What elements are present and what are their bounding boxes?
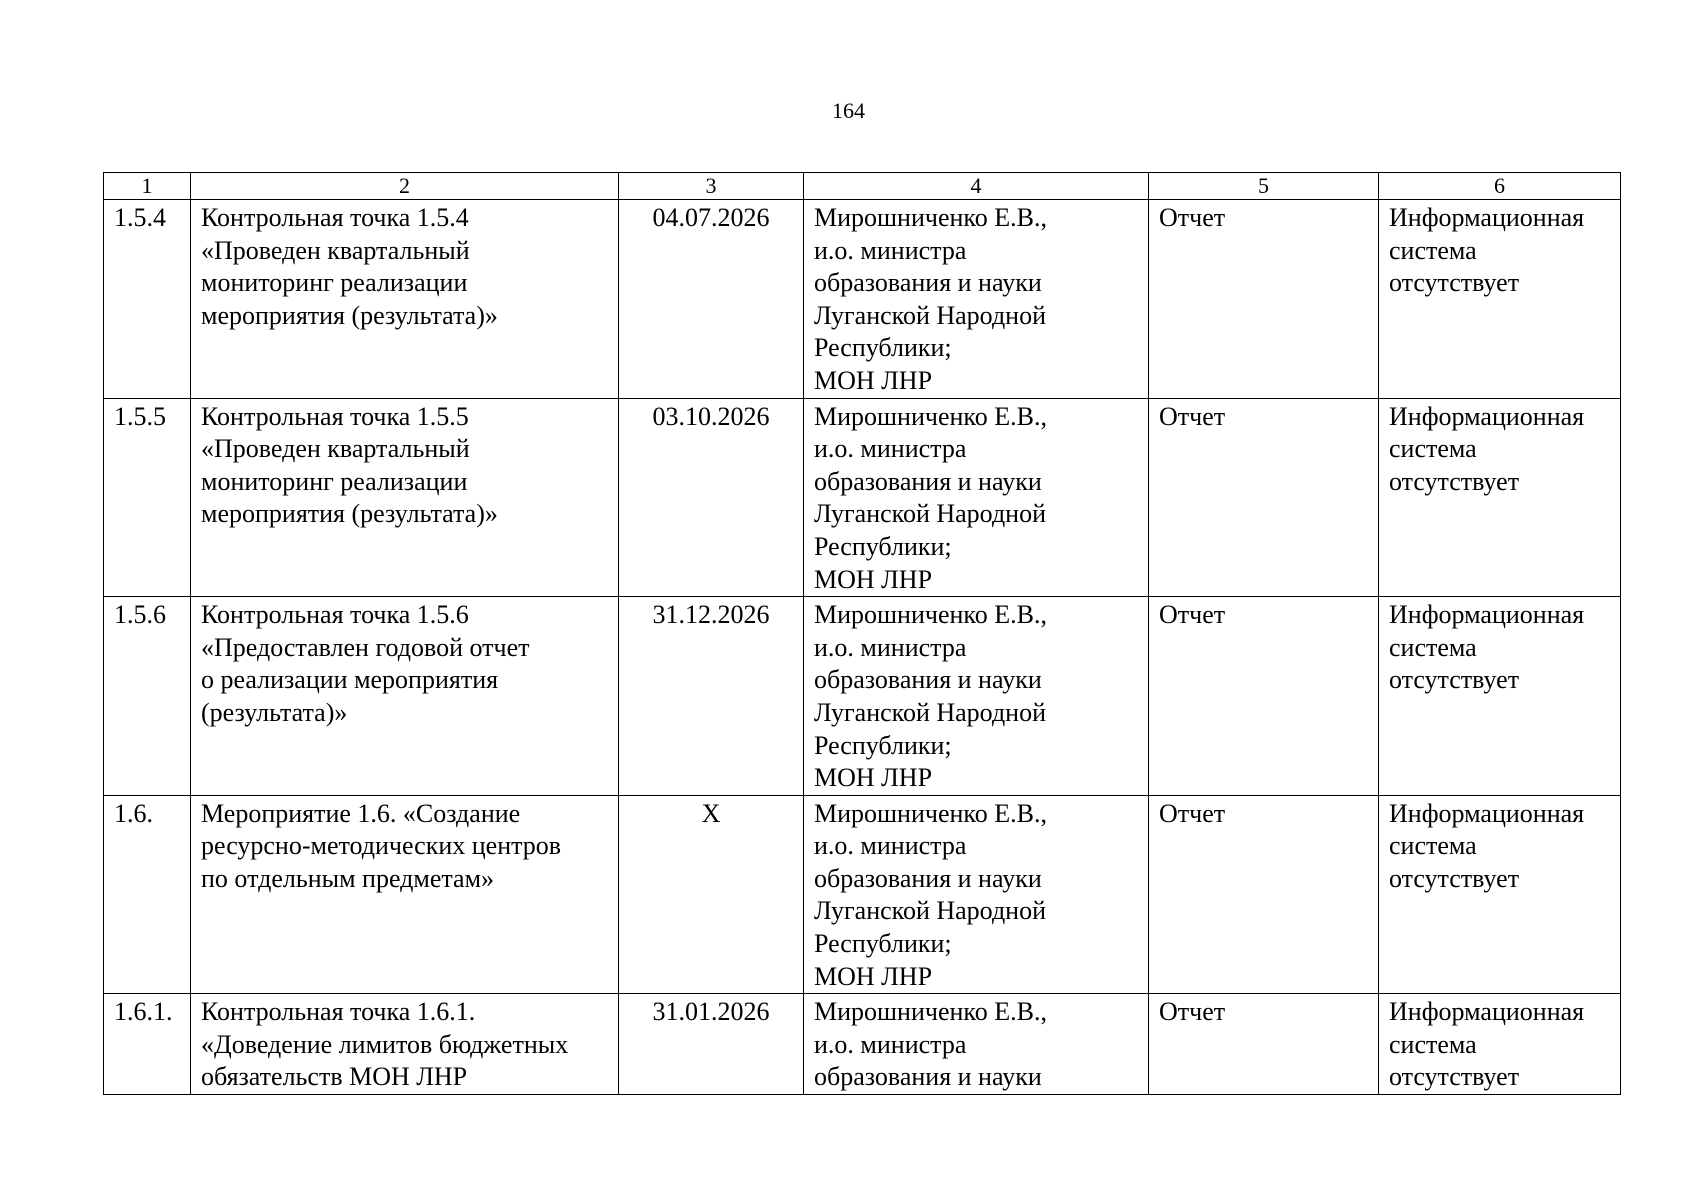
table-row [104, 994, 1621, 1095]
row-document: Отчет [1149, 398, 1379, 597]
row-number: 1.5.5 [104, 398, 191, 597]
page-number: 164 [832, 98, 865, 123]
table-row [104, 597, 1621, 796]
row-name: Контрольная точка 1.6.1. «Доведение лимитов бюджетных обязательств МОН ЛНР [191, 994, 619, 1095]
row-document: Отчет [1149, 597, 1379, 796]
column-header-6: 6 [1379, 173, 1621, 200]
row-responsible: Мирошниченко Е.В., и.о. министра образования и науки Луганской Народной Республики; МОН ЛНР [804, 597, 1149, 796]
row-document: Отчет [1149, 200, 1379, 399]
row-responsible: Мирошниченко Е.В., и.о. министра образования и науки Луганской Народной Республики; МОН ЛНР [804, 795, 1149, 994]
row-document: Отчет [1149, 994, 1379, 1095]
row-system: Информационная система отсутствует [1379, 994, 1621, 1095]
row-document: Отчет [1149, 795, 1379, 994]
row-responsible: Мирошниченко Е.В., и.о. министра образования и науки Луганской Народной Республики; МОН ЛНР [804, 200, 1149, 399]
row-system: Информационная система отсутствует [1379, 795, 1621, 994]
row-responsible: Мирошниченко Е.В., и.о. министра образования и науки Луганской Народной Республики; МОН ЛНР [804, 398, 1149, 597]
row-name: Контрольная точка 1.5.6 «Предоставлен годовой отчет о реализации мероприятия (результата)» [191, 597, 619, 796]
column-header-1: 1 [104, 173, 191, 200]
table-header-row [104, 173, 1621, 200]
row-name: Контрольная точка 1.5.5 «Проведен квартальный мониторинг реализации мероприятия (результата)» [191, 398, 619, 597]
table-row [104, 795, 1621, 994]
row-date: 31.01.2026 [619, 994, 804, 1095]
table-row [104, 398, 1621, 597]
column-header-4: 4 [804, 173, 1149, 200]
row-system: Информационная система отсутствует [1379, 597, 1621, 796]
row-date: 04.07.2026 [619, 200, 804, 399]
row-date: 31.12.2026 [619, 597, 804, 796]
row-system: Информационная система отсутствует [1379, 200, 1621, 399]
row-number: 1.6.1. [104, 994, 191, 1095]
row-name: Мероприятие 1.6. «Создание ресурсно-методических центров по отдельным предметам» [191, 795, 619, 994]
column-header-3: 3 [619, 173, 804, 200]
row-responsible: Мирошниченко Е.В., и.о. министра образования и науки [804, 994, 1149, 1095]
row-date: X [619, 795, 804, 994]
row-system: Информационная система отсутствует [1379, 398, 1621, 597]
row-number: 1.6. [104, 795, 191, 994]
row-number: 1.5.6 [104, 597, 191, 796]
column-header-2: 2 [191, 173, 619, 200]
table-row [104, 200, 1621, 399]
plan-table [103, 172, 1621, 1095]
column-header-5: 5 [1149, 173, 1379, 200]
row-name: Контрольная точка 1.5.4 «Проведен квартальный мониторинг реализации мероприятия (результата)» [191, 200, 619, 399]
row-number: 1.5.4 [104, 200, 191, 399]
row-date: 03.10.2026 [619, 398, 804, 597]
